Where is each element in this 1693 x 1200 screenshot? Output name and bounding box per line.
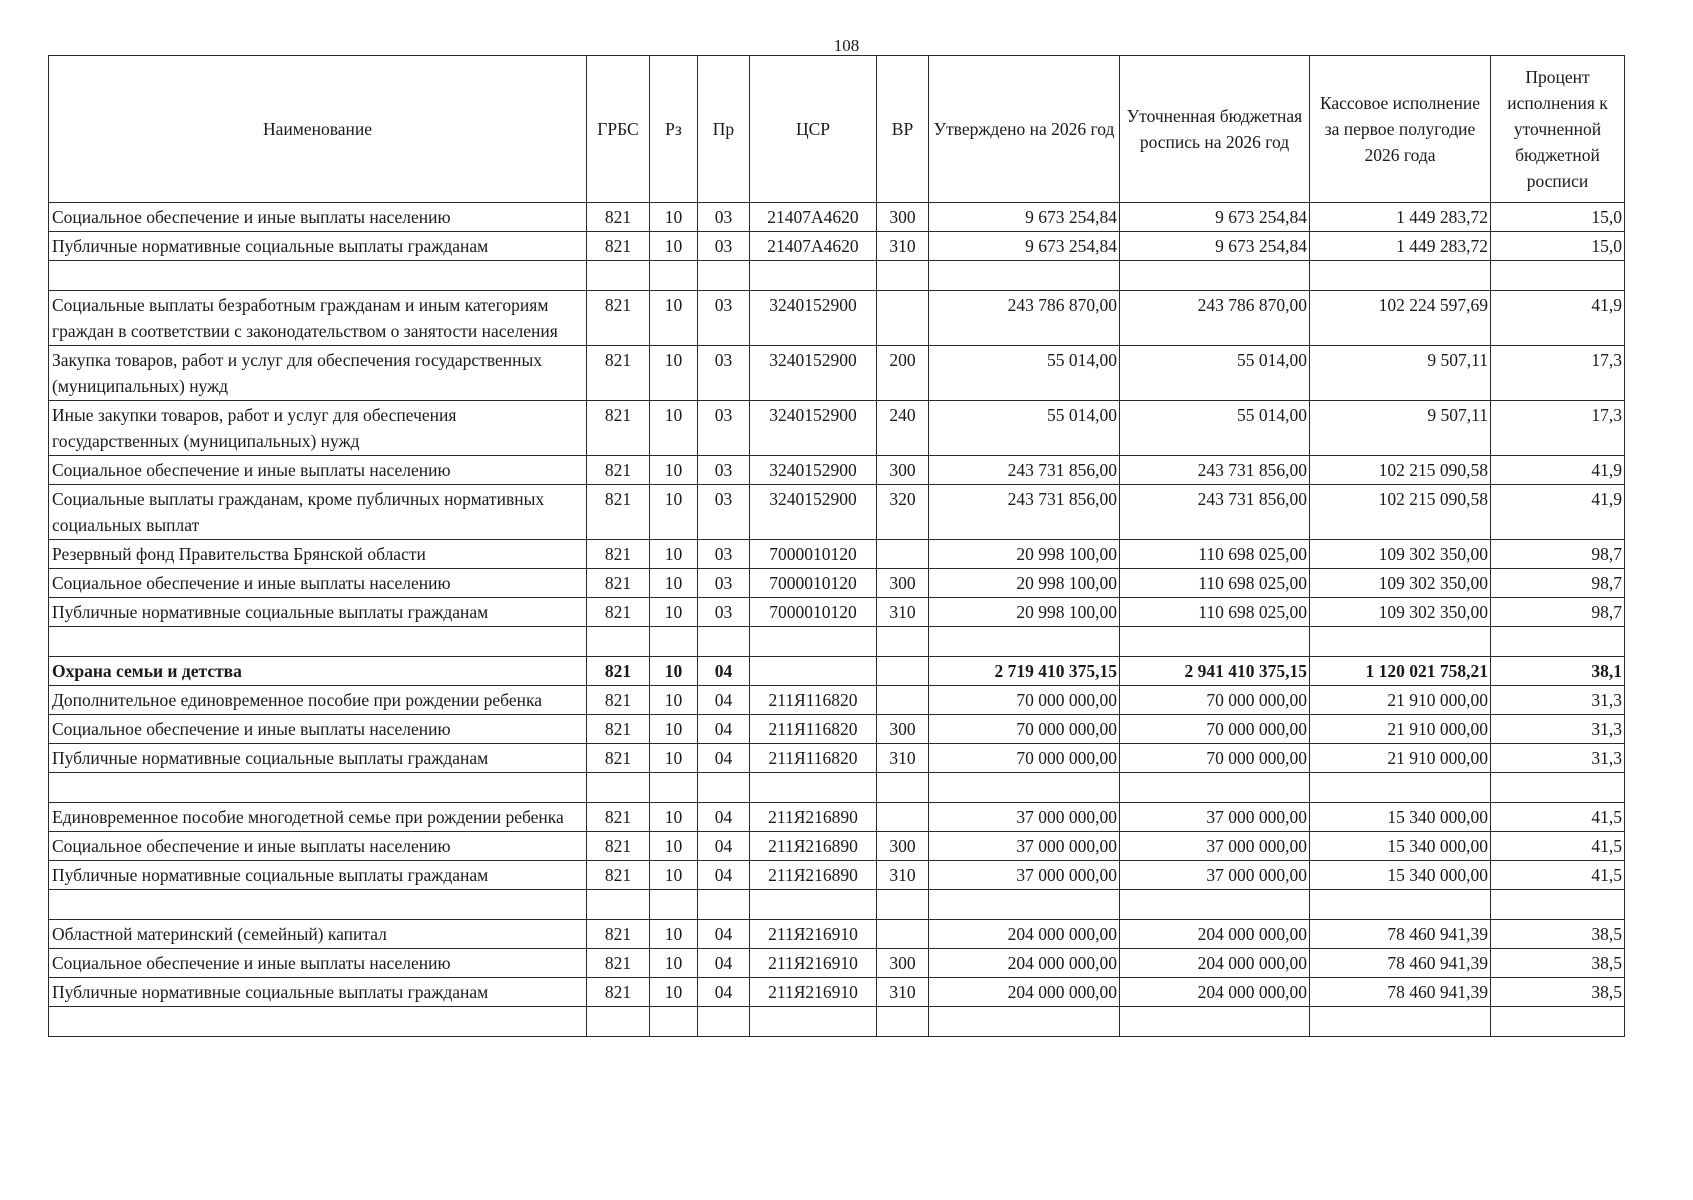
cell-rz: 10 bbox=[650, 978, 698, 1007]
empty-cell bbox=[750, 890, 877, 920]
table-row bbox=[49, 401, 1625, 456]
empty-cell bbox=[49, 1007, 587, 1037]
cell-approved: 204 000 000,00 bbox=[929, 978, 1120, 1007]
cell-name: Закупка товаров, работ и услуг для обеспечения государственных (муниципальных) нужд bbox=[49, 346, 587, 401]
cell-grbs: 821 bbox=[587, 949, 650, 978]
cell-cash: 21 910 000,00 bbox=[1310, 715, 1491, 744]
cell-percent: 17,3 bbox=[1491, 401, 1625, 456]
cell-csr: 3240152900 bbox=[750, 401, 877, 456]
cell-vr bbox=[877, 803, 929, 832]
cell-grbs: 821 bbox=[587, 803, 650, 832]
empty-cell bbox=[929, 890, 1120, 920]
cell-percent: 41,5 bbox=[1491, 803, 1625, 832]
empty-cell bbox=[750, 627, 877, 657]
cell-pr: 03 bbox=[698, 203, 750, 232]
cell-vr bbox=[877, 291, 929, 346]
cell-name: Социальное обеспечение и иные выплаты населению bbox=[49, 715, 587, 744]
empty-cell bbox=[1310, 261, 1491, 291]
cell-percent: 41,5 bbox=[1491, 861, 1625, 890]
cell-pr: 03 bbox=[698, 485, 750, 540]
cell-rz: 10 bbox=[650, 232, 698, 261]
cell-refined: 243 731 856,00 bbox=[1120, 456, 1310, 485]
cell-name: Дополнительное единовременное пособие при рождении ребенка bbox=[49, 686, 587, 715]
cell-percent: 15,0 bbox=[1491, 232, 1625, 261]
table-row bbox=[49, 686, 1625, 715]
table-row bbox=[49, 232, 1625, 261]
spacer-row bbox=[49, 1007, 1625, 1037]
header-grbs: ГРБС bbox=[587, 56, 650, 203]
empty-cell bbox=[650, 1007, 698, 1037]
cell-rz: 10 bbox=[650, 715, 698, 744]
empty-cell bbox=[1491, 1007, 1625, 1037]
cell-cash: 109 302 350,00 bbox=[1310, 540, 1491, 569]
cell-pr: 03 bbox=[698, 569, 750, 598]
table-row bbox=[49, 920, 1625, 949]
cell-refined: 9 673 254,84 bbox=[1120, 232, 1310, 261]
cell-refined: 55 014,00 bbox=[1120, 346, 1310, 401]
cell-grbs: 821 bbox=[587, 832, 650, 861]
table-row bbox=[49, 346, 1625, 401]
cell-name: Социальное обеспечение и иные выплаты населению bbox=[49, 456, 587, 485]
cell-refined: 110 698 025,00 bbox=[1120, 569, 1310, 598]
cell-refined: 204 000 000,00 bbox=[1120, 949, 1310, 978]
cell-percent: 31,3 bbox=[1491, 744, 1625, 773]
cell-grbs: 821 bbox=[587, 346, 650, 401]
cell-rz: 10 bbox=[650, 485, 698, 540]
cell-cash: 1 120 021 758,21 bbox=[1310, 657, 1491, 686]
empty-cell bbox=[929, 1007, 1120, 1037]
cell-csr: 211Я216890 bbox=[750, 861, 877, 890]
cell-cash: 1 449 283,72 bbox=[1310, 203, 1491, 232]
cell-rz: 10 bbox=[650, 803, 698, 832]
empty-cell bbox=[877, 1007, 929, 1037]
empty-cell bbox=[1491, 627, 1625, 657]
cell-pr: 04 bbox=[698, 686, 750, 715]
cell-vr: 300 bbox=[877, 203, 929, 232]
cell-pr: 04 bbox=[698, 715, 750, 744]
cell-refined: 9 673 254,84 bbox=[1120, 203, 1310, 232]
cell-pr: 04 bbox=[698, 978, 750, 1007]
empty-cell bbox=[1491, 261, 1625, 291]
cell-refined: 110 698 025,00 bbox=[1120, 540, 1310, 569]
cell-percent: 31,3 bbox=[1491, 715, 1625, 744]
header-vr: ВР bbox=[877, 56, 929, 203]
cell-csr: 211Я216890 bbox=[750, 832, 877, 861]
cell-csr: 3240152900 bbox=[750, 485, 877, 540]
empty-cell bbox=[1491, 890, 1625, 920]
cell-approved: 70 000 000,00 bbox=[929, 686, 1120, 715]
cell-percent: 41,9 bbox=[1491, 456, 1625, 485]
empty-cell bbox=[650, 261, 698, 291]
empty-cell bbox=[877, 890, 929, 920]
cell-percent: 38,5 bbox=[1491, 920, 1625, 949]
cell-percent: 41,9 bbox=[1491, 485, 1625, 540]
cell-rz: 10 bbox=[650, 456, 698, 485]
cell-percent: 17,3 bbox=[1491, 346, 1625, 401]
cell-name: Социальное обеспечение и иные выплаты населению bbox=[49, 203, 587, 232]
cell-csr: 211Я216910 bbox=[750, 920, 877, 949]
cell-name: Социальное обеспечение и иные выплаты населению bbox=[49, 832, 587, 861]
cell-approved: 70 000 000,00 bbox=[929, 744, 1120, 773]
cell-percent: 38,5 bbox=[1491, 949, 1625, 978]
cell-percent: 41,9 bbox=[1491, 291, 1625, 346]
empty-cell bbox=[1310, 1007, 1491, 1037]
cell-pr: 03 bbox=[698, 598, 750, 627]
empty-cell bbox=[929, 261, 1120, 291]
cell-name: Социальные выплаты безработным гражданам и иным категориям граждан в соответствии с законодательством о занятости населения bbox=[49, 291, 587, 346]
cell-refined: 110 698 025,00 bbox=[1120, 598, 1310, 627]
cell-refined: 37 000 000,00 bbox=[1120, 861, 1310, 890]
cell-cash: 102 224 597,69 bbox=[1310, 291, 1491, 346]
table-row bbox=[49, 978, 1625, 1007]
cell-pr: 03 bbox=[698, 232, 750, 261]
table-row bbox=[49, 744, 1625, 773]
header-cash: Кассовое исполнение за первое полугодие 2026 года bbox=[1310, 56, 1491, 203]
empty-cell bbox=[929, 627, 1120, 657]
table-body bbox=[49, 203, 1625, 1037]
cell-cash: 15 340 000,00 bbox=[1310, 832, 1491, 861]
cell-name: Иные закупки товаров, работ и услуг для обеспечения государственных (муниципальных) нужд bbox=[49, 401, 587, 456]
cell-percent: 38,5 bbox=[1491, 978, 1625, 1007]
table-row bbox=[49, 456, 1625, 485]
cell-cash: 15 340 000,00 bbox=[1310, 861, 1491, 890]
cell-name: Областной материнский (семейный) капитал bbox=[49, 920, 587, 949]
cell-grbs: 821 bbox=[587, 485, 650, 540]
cell-rz: 10 bbox=[650, 920, 698, 949]
cell-percent: 98,7 bbox=[1491, 569, 1625, 598]
cell-cash: 102 215 090,58 bbox=[1310, 456, 1491, 485]
cell-cash: 9 507,11 bbox=[1310, 346, 1491, 401]
cell-refined: 55 014,00 bbox=[1120, 401, 1310, 456]
cell-vr: 300 bbox=[877, 569, 929, 598]
cell-name: Публичные нормативные социальные выплаты гражданам bbox=[49, 598, 587, 627]
cell-cash: 21 910 000,00 bbox=[1310, 744, 1491, 773]
empty-cell bbox=[698, 773, 750, 803]
cell-vr: 310 bbox=[877, 978, 929, 1007]
empty-cell bbox=[1120, 890, 1310, 920]
cell-percent: 31,3 bbox=[1491, 686, 1625, 715]
empty-cell bbox=[1120, 773, 1310, 803]
cell-pr: 04 bbox=[698, 744, 750, 773]
cell-percent: 98,7 bbox=[1491, 540, 1625, 569]
cell-rz: 10 bbox=[650, 861, 698, 890]
cell-pr: 04 bbox=[698, 861, 750, 890]
empty-cell bbox=[1310, 773, 1491, 803]
cell-name: Социальное обеспечение и иные выплаты населению bbox=[49, 569, 587, 598]
cell-pr: 04 bbox=[698, 920, 750, 949]
cell-grbs: 821 bbox=[587, 456, 650, 485]
cell-grbs: 821 bbox=[587, 861, 650, 890]
spacer-row bbox=[49, 773, 1625, 803]
page-number: 108 bbox=[833, 36, 860, 55]
cell-grbs: 821 bbox=[587, 657, 650, 686]
cell-rz: 10 bbox=[650, 401, 698, 456]
cell-cash: 9 507,11 bbox=[1310, 401, 1491, 456]
empty-cell bbox=[49, 627, 587, 657]
cell-csr: 7000010120 bbox=[750, 598, 877, 627]
empty-cell bbox=[750, 261, 877, 291]
cell-grbs: 821 bbox=[587, 598, 650, 627]
cell-pr: 04 bbox=[698, 803, 750, 832]
cell-rz: 10 bbox=[650, 291, 698, 346]
cell-approved: 20 998 100,00 bbox=[929, 540, 1120, 569]
section-row bbox=[49, 657, 1625, 686]
cell-csr: 3240152900 bbox=[750, 346, 877, 401]
table-row bbox=[49, 949, 1625, 978]
cell-csr: 7000010120 bbox=[750, 540, 877, 569]
header-percent: Процент исполнения к уточненной бюджетной росписи bbox=[1491, 56, 1625, 203]
cell-pr: 03 bbox=[698, 401, 750, 456]
spacer-row bbox=[49, 261, 1625, 291]
cell-approved: 55 014,00 bbox=[929, 346, 1120, 401]
cell-refined: 70 000 000,00 bbox=[1120, 715, 1310, 744]
cell-vr bbox=[877, 540, 929, 569]
table-row bbox=[49, 291, 1625, 346]
cell-pr: 03 bbox=[698, 456, 750, 485]
header-name: Наименование bbox=[49, 56, 587, 203]
table-row bbox=[49, 485, 1625, 540]
cell-rz: 10 bbox=[650, 569, 698, 598]
empty-cell bbox=[750, 773, 877, 803]
empty-cell bbox=[49, 773, 587, 803]
cell-pr: 03 bbox=[698, 346, 750, 401]
cell-refined: 2 941 410 375,15 bbox=[1120, 657, 1310, 686]
empty-cell bbox=[929, 773, 1120, 803]
empty-cell bbox=[698, 261, 750, 291]
table-row bbox=[49, 803, 1625, 832]
cell-name: Социальное обеспечение и иные выплаты населению bbox=[49, 949, 587, 978]
cell-name: Резервный фонд Правительства Брянской области bbox=[49, 540, 587, 569]
empty-cell bbox=[1120, 627, 1310, 657]
cell-approved: 55 014,00 bbox=[929, 401, 1120, 456]
cell-refined: 243 786 870,00 bbox=[1120, 291, 1310, 346]
cell-cash: 109 302 350,00 bbox=[1310, 569, 1491, 598]
cell-rz: 10 bbox=[650, 686, 698, 715]
table-row bbox=[49, 540, 1625, 569]
empty-cell bbox=[587, 773, 650, 803]
cell-pr: 04 bbox=[698, 832, 750, 861]
empty-cell bbox=[877, 627, 929, 657]
header-csr: ЦСР bbox=[750, 56, 877, 203]
empty-cell bbox=[1120, 261, 1310, 291]
cell-cash: 1 449 283,72 bbox=[1310, 232, 1491, 261]
cell-rz: 10 bbox=[650, 744, 698, 773]
table-row bbox=[49, 861, 1625, 890]
cell-name: Публичные нормативные социальные выплаты гражданам bbox=[49, 232, 587, 261]
cell-cash: 15 340 000,00 bbox=[1310, 803, 1491, 832]
empty-cell bbox=[650, 890, 698, 920]
cell-grbs: 821 bbox=[587, 569, 650, 598]
cell-percent: 41,5 bbox=[1491, 832, 1625, 861]
cell-percent: 38,1 bbox=[1491, 657, 1625, 686]
cell-name: Социальные выплаты гражданам, кроме публичных нормативных социальных выплат bbox=[49, 485, 587, 540]
empty-cell bbox=[1310, 890, 1491, 920]
cell-grbs: 821 bbox=[587, 232, 650, 261]
cell-rz: 10 bbox=[650, 949, 698, 978]
cell-grbs: 821 bbox=[587, 715, 650, 744]
cell-csr: 3240152900 bbox=[750, 456, 877, 485]
cell-approved: 9 673 254,84 bbox=[929, 232, 1120, 261]
cell-csr: 21407А4620 bbox=[750, 203, 877, 232]
cell-cash: 78 460 941,39 bbox=[1310, 978, 1491, 1007]
cell-refined: 204 000 000,00 bbox=[1120, 920, 1310, 949]
cell-vr: 300 bbox=[877, 715, 929, 744]
cell-cash: 78 460 941,39 bbox=[1310, 920, 1491, 949]
cell-approved: 37 000 000,00 bbox=[929, 832, 1120, 861]
cell-vr: 300 bbox=[877, 949, 929, 978]
empty-cell bbox=[587, 261, 650, 291]
header-pr: Пр bbox=[698, 56, 750, 203]
cell-name: Публичные нормативные социальные выплаты гражданам bbox=[49, 744, 587, 773]
cell-approved: 20 998 100,00 bbox=[929, 569, 1120, 598]
cell-csr bbox=[750, 657, 877, 686]
cell-csr: 7000010120 bbox=[750, 569, 877, 598]
cell-grbs: 821 bbox=[587, 686, 650, 715]
empty-cell bbox=[650, 627, 698, 657]
cell-rz: 10 bbox=[650, 832, 698, 861]
cell-grbs: 821 bbox=[587, 978, 650, 1007]
cell-percent: 98,7 bbox=[1491, 598, 1625, 627]
empty-cell bbox=[877, 773, 929, 803]
cell-vr: 200 bbox=[877, 346, 929, 401]
cell-cash: 102 215 090,58 bbox=[1310, 485, 1491, 540]
cell-approved: 37 000 000,00 bbox=[929, 803, 1120, 832]
cell-rz: 10 bbox=[650, 598, 698, 627]
cell-csr: 211Я116820 bbox=[750, 686, 877, 715]
cell-vr: 300 bbox=[877, 456, 929, 485]
cell-vr: 310 bbox=[877, 744, 929, 773]
cell-approved: 37 000 000,00 bbox=[929, 861, 1120, 890]
table-row bbox=[49, 832, 1625, 861]
cell-rz: 10 bbox=[650, 203, 698, 232]
cell-pr: 03 bbox=[698, 540, 750, 569]
cell-csr: 3240152900 bbox=[750, 291, 877, 346]
cell-cash: 109 302 350,00 bbox=[1310, 598, 1491, 627]
table-row bbox=[49, 715, 1625, 744]
cell-name: Единовременное пособие многодетной семье при рождении ребенка bbox=[49, 803, 587, 832]
table-row bbox=[49, 203, 1625, 232]
header-refined: Уточненная бюджетная роспись на 2026 год bbox=[1120, 56, 1310, 203]
cell-grbs: 821 bbox=[587, 401, 650, 456]
cell-csr: 211Я216910 bbox=[750, 978, 877, 1007]
cell-grbs: 821 bbox=[587, 291, 650, 346]
empty-cell bbox=[49, 261, 587, 291]
empty-cell bbox=[650, 773, 698, 803]
cell-rz: 10 bbox=[650, 346, 698, 401]
empty-cell bbox=[1310, 627, 1491, 657]
cell-refined: 37 000 000,00 bbox=[1120, 832, 1310, 861]
empty-cell bbox=[587, 890, 650, 920]
cell-cash: 21 910 000,00 bbox=[1310, 686, 1491, 715]
cell-approved: 9 673 254,84 bbox=[929, 203, 1120, 232]
cell-csr: 211Я116820 bbox=[750, 715, 877, 744]
cell-approved: 204 000 000,00 bbox=[929, 949, 1120, 978]
cell-approved: 204 000 000,00 bbox=[929, 920, 1120, 949]
cell-vr: 320 bbox=[877, 485, 929, 540]
cell-csr: 211Я216890 bbox=[750, 803, 877, 832]
cell-cash: 78 460 941,39 bbox=[1310, 949, 1491, 978]
cell-csr: 211Я116820 bbox=[750, 744, 877, 773]
cell-vr: 310 bbox=[877, 598, 929, 627]
header-row bbox=[49, 56, 1625, 203]
header-rz: Рз bbox=[650, 56, 698, 203]
cell-approved: 20 998 100,00 bbox=[929, 598, 1120, 627]
cell-grbs: 821 bbox=[587, 203, 650, 232]
table-row bbox=[49, 569, 1625, 598]
cell-refined: 37 000 000,00 bbox=[1120, 803, 1310, 832]
empty-cell bbox=[49, 890, 587, 920]
cell-approved: 243 731 856,00 bbox=[929, 456, 1120, 485]
cell-refined: 204 000 000,00 bbox=[1120, 978, 1310, 1007]
spacer-row bbox=[49, 890, 1625, 920]
empty-cell bbox=[1491, 773, 1625, 803]
cell-pr: 03 bbox=[698, 291, 750, 346]
empty-cell bbox=[698, 890, 750, 920]
empty-cell bbox=[698, 627, 750, 657]
header-approved: Утверждено на 2026 год bbox=[929, 56, 1120, 203]
cell-name: Публичные нормативные социальные выплаты гражданам bbox=[49, 861, 587, 890]
cell-csr: 21407А4620 bbox=[750, 232, 877, 261]
cell-approved: 70 000 000,00 bbox=[929, 715, 1120, 744]
empty-cell bbox=[698, 1007, 750, 1037]
cell-percent: 15,0 bbox=[1491, 203, 1625, 232]
empty-cell bbox=[1120, 1007, 1310, 1037]
cell-vr bbox=[877, 920, 929, 949]
budget-table bbox=[48, 55, 1625, 1037]
empty-cell bbox=[877, 261, 929, 291]
cell-approved: 2 719 410 375,15 bbox=[929, 657, 1120, 686]
cell-csr: 211Я216910 bbox=[750, 949, 877, 978]
cell-pr: 04 bbox=[698, 657, 750, 686]
cell-name: Охрана семьи и детства bbox=[49, 657, 587, 686]
spacer-row bbox=[49, 627, 1625, 657]
cell-refined: 70 000 000,00 bbox=[1120, 686, 1310, 715]
cell-vr: 310 bbox=[877, 861, 929, 890]
cell-rz: 10 bbox=[650, 657, 698, 686]
cell-grbs: 821 bbox=[587, 920, 650, 949]
empty-cell bbox=[587, 1007, 650, 1037]
cell-pr: 04 bbox=[698, 949, 750, 978]
cell-approved: 243 786 870,00 bbox=[929, 291, 1120, 346]
empty-cell bbox=[587, 627, 650, 657]
cell-approved: 243 731 856,00 bbox=[929, 485, 1120, 540]
cell-rz: 10 bbox=[650, 540, 698, 569]
cell-grbs: 821 bbox=[587, 540, 650, 569]
cell-vr: 240 bbox=[877, 401, 929, 456]
cell-refined: 70 000 000,00 bbox=[1120, 744, 1310, 773]
cell-vr: 310 bbox=[877, 232, 929, 261]
empty-cell bbox=[750, 1007, 877, 1037]
table-row bbox=[49, 598, 1625, 627]
cell-grbs: 821 bbox=[587, 744, 650, 773]
cell-vr: 300 bbox=[877, 832, 929, 861]
cell-vr bbox=[877, 657, 929, 686]
cell-refined: 243 731 856,00 bbox=[1120, 485, 1310, 540]
cell-name: Публичные нормативные социальные выплаты гражданам bbox=[49, 978, 587, 1007]
cell-vr bbox=[877, 686, 929, 715]
